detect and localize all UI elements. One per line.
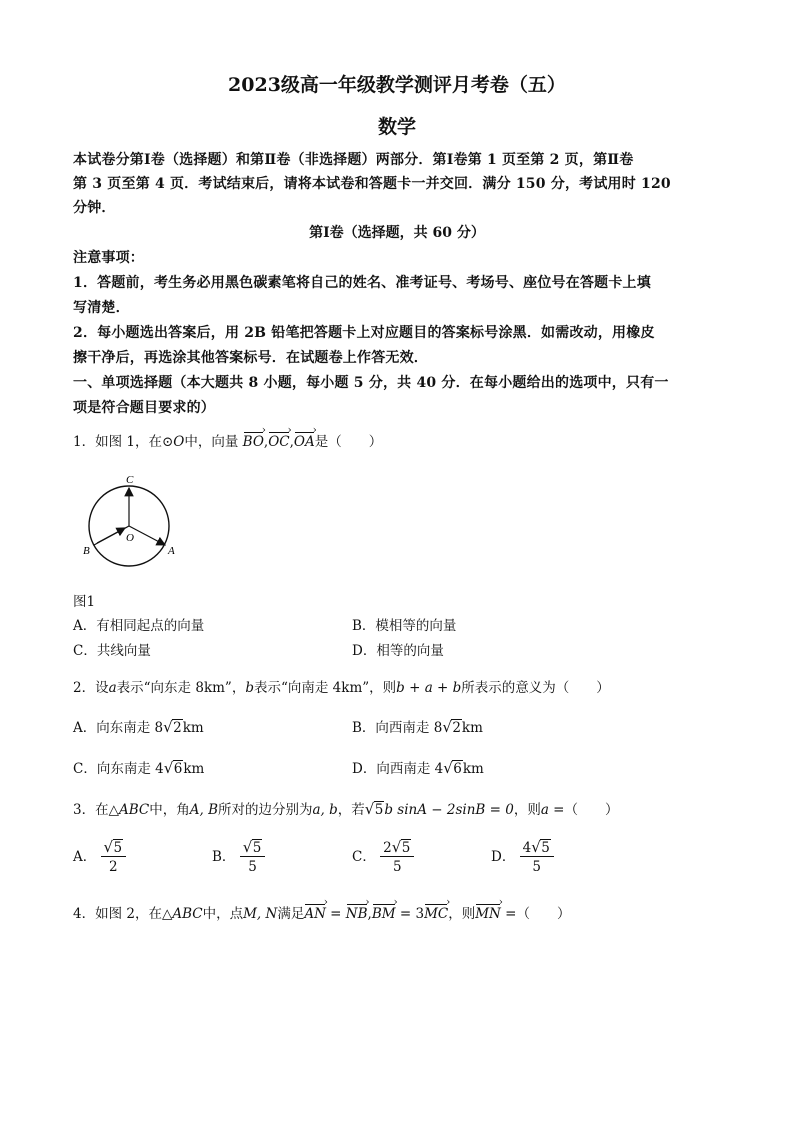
exam-title: 2023级高一年级教学测评月考卷（五） [228, 74, 566, 96]
part-1-heading-line-1: 一、单项选择题（本大题共 8 小题，每小题 5 分，共 40 分．在每小题给出的选项中，只有一 [73, 375, 669, 391]
vector-nb: NB › [346, 906, 368, 922]
intro-line-1: 本试卷分第Ⅰ卷（选择题）和第Ⅱ卷（非选择题）两部分．第Ⅰ卷第 1 页至第 2 页，第Ⅱ卷 [73, 152, 634, 168]
q3-option-c: C． 2 √ 5 5 [352, 840, 414, 875]
intro-line-3: 分钟． [73, 200, 116, 216]
q2-option-c: C．向东南走 4 √ 6km [73, 759, 205, 777]
section-title: 第Ⅰ卷（选择题，共 60 分） [309, 225, 485, 241]
q2-option-d: D．向西南走 4 √ 6km [352, 759, 484, 777]
part-1-heading-line-2: 项是符合题目要求的） [73, 400, 215, 416]
q1-option-c: C．共线向量 [73, 643, 151, 659]
vector-oa: OA › [294, 434, 315, 450]
q1-option-a: A．有相同起点的向量 [73, 618, 205, 634]
subject-title: 数学 [377, 116, 416, 138]
q3-option-a: A． √ 5 2 [73, 840, 126, 875]
label-a: A [168, 545, 175, 557]
question-4-stem: 4．如图 2，在△ABC中，点M, N满足AN › = NB ›,BM › = 3MC ›，则MN › =（ ） [73, 902, 570, 922]
vector-mc: MC › [424, 906, 448, 922]
label-b: B [83, 545, 90, 557]
q3-option-d: D． 4 √ 5 5 [491, 840, 554, 875]
note-2-line-1: 2．每小题选出答案后，用 2B 铅笔把答题卡上对应题目的答案标号涂黑．如需改动，用橡皮 [73, 325, 655, 341]
q3-option-b: B． √ 5 5 [212, 840, 265, 875]
figure-1-circle-diagram [72, 468, 192, 568]
q2-option-b: B．向西南走 8 √ 2km [352, 718, 483, 736]
vector-bm: BM › [372, 906, 396, 922]
notice-title: 注意事项： [73, 250, 144, 266]
intro-line-2: 第 3 页至第 4 页．考试结束后，请将本试卷和答题卡一并交回．满分 150 分，考试用时 120 [73, 176, 671, 192]
figure-1-caption: 图1 [73, 594, 96, 610]
question-3-stem: 3．在△ABC中，角A, B所对的边分别为a, b，若 √ 5b sinA − 2sinB = 0，则a =（ ） [73, 800, 619, 818]
vector-oa-arrow [129, 526, 165, 545]
q1-option-b: B．模相等的向量 [352, 618, 457, 634]
label-o: O [126, 532, 134, 544]
vector-bo: BO › [243, 434, 264, 450]
question-1-stem: 1．如图 1，在⊙O中，向量 BO ›,OC ›,OA ›是（ ） [73, 430, 382, 450]
note-1-line-1: 1．答题前，考生务必用黑色碳素笔将自己的姓名、准考证号、考场号、座位号在答题卡上填 [73, 275, 651, 291]
note-2-line-2: 擦干净后，再选涂其他答案标号．在试题卷上作答无效． [73, 350, 428, 366]
vector-bo-arrow [97, 528, 125, 543]
vector-an: AN › [304, 906, 326, 922]
note-1-line-2: 写清楚． [73, 300, 130, 316]
vector-oc: OC › [268, 434, 289, 450]
vector-mn: MN › [475, 906, 501, 922]
question-2-stem: 2．设a表示“向东走 8km”，b表示“向南走 4km”，则b + a + b所表示的意义为（ ） [73, 680, 610, 696]
q1-option-d: D．相等的向量 [352, 643, 444, 659]
label-c: C [126, 474, 134, 486]
q2-option-a: A．向东南走 8 √ 2km [73, 718, 204, 736]
